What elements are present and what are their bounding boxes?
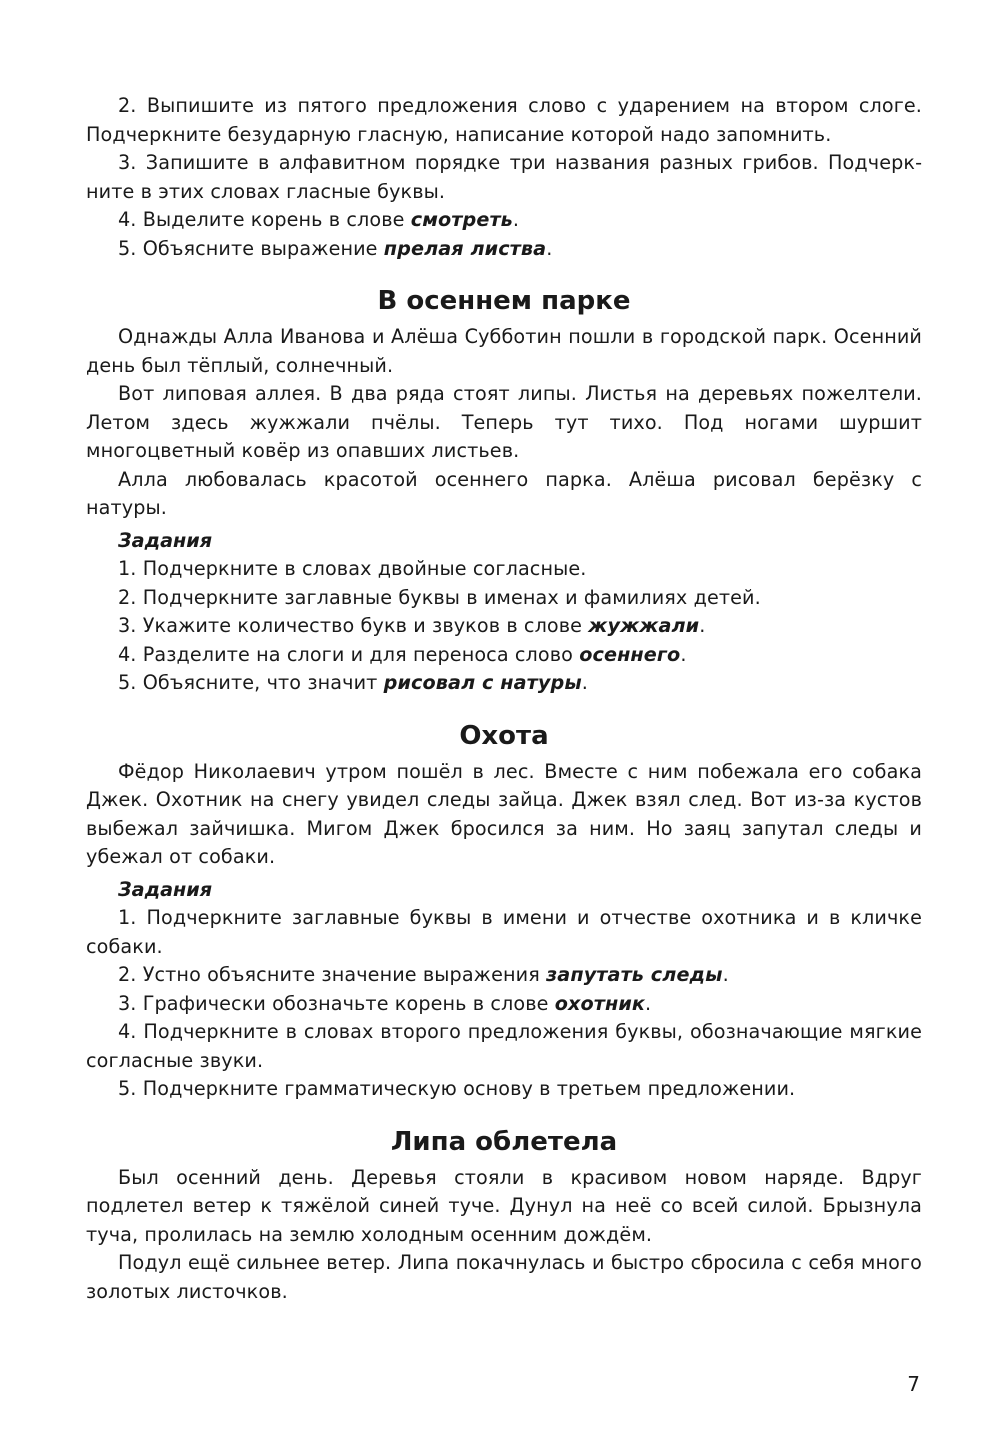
task-text: 4. Выделите корень в слове bbox=[118, 208, 411, 231]
task-text: 4. Подчеркните в словах второго предложения буквы, обозначающие мягкие согласные звуки. bbox=[86, 1020, 922, 1072]
task-keyword: осеннего bbox=[579, 642, 681, 666]
task-item bbox=[86, 990, 922, 1019]
task-text: 5. Объясните выражение bbox=[118, 236, 384, 260]
task-text: 5. Объясните, что значит bbox=[118, 671, 384, 694]
task-punct: . bbox=[546, 236, 553, 260]
task-keyword: смотреть bbox=[410, 208, 513, 231]
task-item bbox=[86, 555, 922, 584]
task-text: 2. Подчеркните заглавные буквы в именах и фамилиях детей. bbox=[118, 585, 761, 609]
task-text: 1. Подчеркните в словах двойные согласные. bbox=[118, 557, 587, 580]
task-punct: . bbox=[581, 671, 588, 694]
task-text: 3. Укажите количество букв и звуков в слове bbox=[118, 614, 589, 637]
task-keyword: охотник bbox=[554, 991, 646, 1015]
task-keyword: прелая листва bbox=[383, 236, 547, 260]
task-item bbox=[86, 584, 922, 613]
task-punct: . bbox=[722, 963, 729, 986]
section-title: Липа облетела bbox=[390, 1126, 618, 1157]
page-number: 7 bbox=[907, 1372, 920, 1396]
task-text: 3. Графически обозначьте корень в слове bbox=[118, 991, 555, 1015]
page-body bbox=[86, 92, 922, 1306]
paragraph: Однажды Алла Иванова и Алёша Субботин пошли в городской парк. Осенний день был тёплый, солнечный. bbox=[86, 325, 922, 377]
task-punct: . bbox=[680, 642, 687, 666]
section-autumn-park bbox=[86, 285, 922, 698]
task-item bbox=[86, 149, 922, 206]
task-text: 2. Устно объясните значение выражения bbox=[118, 963, 547, 986]
task-punct: . bbox=[645, 991, 652, 1015]
section-hunt bbox=[86, 720, 922, 1104]
tasks-label: Задания bbox=[118, 528, 213, 552]
task-text: 1. Подчеркните заглавные буквы в имени и отчестве охотника и в кличке собаки. bbox=[86, 906, 922, 958]
task-item bbox=[86, 1075, 922, 1104]
task-keyword: рисовал с натуры bbox=[383, 671, 582, 694]
task-punct: . bbox=[699, 614, 706, 637]
task-item bbox=[86, 961, 922, 990]
task-keyword: жужжали bbox=[588, 614, 700, 637]
task-punct: . bbox=[512, 208, 520, 231]
task-text: 5. Подчеркните грамматическую основу в третьем предложении. bbox=[118, 1077, 796, 1100]
paragraph: Был осенний день. Деревья стояли в красивом новом наряде. Вдруг подлетел ветер к тяжёлой синей туче. Дунул на неё со всей силой. Брызнула туча, пролилась на землю холодным осенним дождём. bbox=[86, 1165, 922, 1246]
task-keyword: запутать следы bbox=[546, 963, 723, 986]
task-text: 3. Запишите в алфавитном порядке три названия разных грибов. Подчеркните в этих словах гласные буквы. bbox=[86, 151, 922, 203]
section-title: Охота bbox=[459, 720, 549, 751]
section-title: В осеннем парке bbox=[377, 286, 631, 316]
task-item bbox=[86, 1018, 922, 1075]
task-item bbox=[86, 669, 922, 698]
task-item bbox=[86, 235, 922, 264]
intro-task-list bbox=[86, 92, 922, 263]
tasks-label: Задания bbox=[118, 877, 213, 901]
paragraph: Алла любовалась красотой осеннего парка. Алёша рисовал берёзку с натуры. bbox=[86, 467, 922, 519]
section-linden bbox=[86, 1126, 922, 1307]
paragraph: Фёдор Николаевич утром пошёл в лес. Вместе с ним побежала его собака Джек. Охотник на снегу увидел следы зайца. Джек взял след. Вот из-за кустов выбежал зайчишка. Мигом Джек бросился за ним. Но заяц запутал следы и убежал от собаки. bbox=[86, 759, 922, 868]
task-item bbox=[86, 206, 922, 235]
task-item bbox=[86, 612, 922, 641]
task-item bbox=[86, 641, 922, 670]
task-text: 2. Выпишите из пятого предложения слово с ударением на втором слоге. Подчеркните безударную гласную, написание которой надо запомнить. bbox=[86, 94, 922, 146]
task-text: 4. Разделите на слоги и для переноса слово bbox=[118, 642, 580, 666]
paragraph: Подул ещё сильнее ветер. Липа покачнулась и быстро сбросила с себя много золотых листочков. bbox=[86, 1251, 922, 1303]
paragraph: Вот липовая аллея. В два ряда стоят липы. Листья на деревьях пожелтели. Летом здесь жужжали пчёлы. Теперь тут тихо. Под ногами шуршит многоцветный ковёр из опавших листьев. bbox=[86, 382, 922, 462]
task-item bbox=[86, 92, 922, 149]
task-item bbox=[86, 904, 922, 961]
